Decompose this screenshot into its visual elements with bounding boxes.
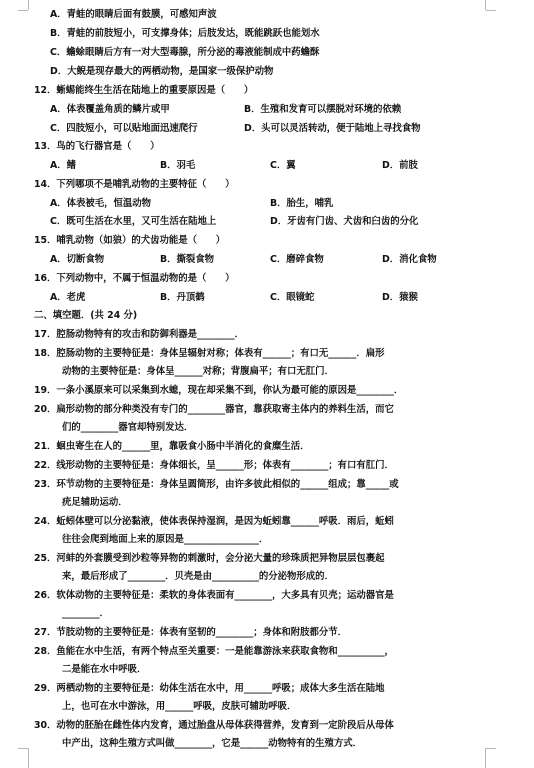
q20-line-2: 们的________器官却特别发达． — [62, 422, 194, 433]
q12-stem: 12．蜥蜴能终生生活在陆地上的重要原因是（ ） — [34, 85, 254, 96]
q18-line-1: 18．腔肠动物的主要特征是：身体呈辐射对称；体表有______；有口无______．扁形 — [34, 348, 385, 359]
q30-line-1: 30．动物的胚胎在雌性体内发育，通过胎盘从母体获得营养，发育到一定阶段后从母体 — [34, 720, 394, 731]
q15-option-d: D．消化食物 — [382, 254, 437, 265]
q13-option-d: D．前肢 — [382, 160, 418, 171]
q24-line-2: 往往会爬到地面上来的原因是________________． — [62, 534, 269, 545]
q11-option-c: C．蟾蜍眼睛后方有一对大型毒腺，所分泌的毒液能制成中药蟾酥 — [50, 47, 320, 58]
q16-option-a: A．老虎 — [50, 292, 86, 303]
q15-stem: 15．哺乳动物（如狼）的犬齿功能是（ ） — [34, 235, 226, 246]
q12-option-c: C．四肢短小，可以贴地面迅速爬行 — [50, 123, 198, 134]
crop-mark-bottom-right-h — [486, 748, 496, 749]
q21-line-1: 21．蛔虫寄生在人的______里，靠吸食小肠中半消化的食糜生活． — [34, 441, 310, 452]
q14-option-b: B．胎生，哺乳 — [270, 198, 334, 209]
q16-option-b: B．丹顶鹤 — [160, 292, 205, 303]
q11-option-a: A．青蛙的眼睛后面有鼓膜，可感知声波 — [50, 9, 217, 20]
q11-option-d: D．大鲵是现存最大的两栖动物，是国家一级保护动物 — [50, 66, 274, 77]
q16-option-d: D．猿猴 — [382, 292, 418, 303]
q14-stem: 14．下列哪项不是哺乳动物的主要特征（ ） — [34, 179, 235, 190]
q14-option-a: A．体表被毛，恒温动物 — [50, 198, 152, 209]
q13-stem: 13．鸟的飞行器官是（ ） — [34, 141, 160, 152]
q29-line-1: 29．两栖动物的主要特征是：幼体生活在水中，用______呼吸；成体大多生活在陆地 — [34, 683, 385, 694]
crop-mark-top-right-v — [485, 0, 486, 10]
q26-line-1: 26．软体动物的主要特征是：柔软的身体表面有________，大多具有贝壳；运动器官是 — [34, 590, 394, 601]
crop-mark-top-left-v — [28, 0, 29, 10]
q25-line-1: 25．河蚌的外套膜受到沙粒等异物的刺激时，会分泌大量的珍珠质把异物层层包裹起 — [34, 553, 385, 564]
crop-mark-bottom-right-v — [485, 748, 486, 768]
crop-mark-top-right-h — [486, 10, 496, 11]
q12-option-a: A．体表覆盖角质的鳞片或甲 — [50, 104, 170, 115]
q12-option-b: B．生殖和发育可以摆脱对环境的依赖 — [244, 104, 402, 115]
crop-mark-bottom-left-v — [28, 748, 29, 768]
q13-option-a: A．鳍 — [50, 160, 77, 171]
q29-line-2: 上，也可在水中游泳，用______呼吸，皮肤可辅助呼吸． — [62, 701, 297, 712]
q22-line-1: 22．线形动物的主要特征是：身体细长，呈______形；体表有________；有口有肛门． — [34, 460, 394, 471]
q15-option-a: A．切断食物 — [50, 254, 105, 265]
q26-line-2: ________． — [62, 608, 109, 619]
q13-option-b: B．羽毛 — [160, 160, 196, 171]
q16-stem: 16．下列动物中，不属于恒温动物的是（ ） — [34, 273, 235, 284]
q30-line-2: 中产出，这种生殖方式叫做________，它是______动物特有的生殖方式． — [62, 738, 363, 749]
q15-option-b: B．撕裂食物 — [160, 254, 215, 265]
q18-line-2: 动物的主要特征是：身体呈______对称；背腹扁平；有口无肛门． — [62, 366, 334, 377]
q28-line-1: 28．鱼能在水中生活，有两个特点至关重要：一是能靠游泳来获取食物和__________， — [34, 646, 394, 657]
crop-mark-top-left-h — [18, 10, 28, 11]
q12-option-d: D．头可以灵活转动，便于陆地上寻找食物 — [244, 123, 421, 134]
q23-line-1: 23．环节动物的主要特征是：身体呈圆筒形，由许多彼此相似的______组成；靠_____或 — [34, 479, 399, 490]
q14-option-c: C．既可生活在水里，又可生活在陆地上 — [50, 216, 217, 227]
q23-line-2: 疣足辅助运动． — [62, 497, 128, 508]
q16-option-c: C．眼镜蛇 — [270, 292, 315, 303]
q28-line-2: 二是能在水中呼吸． — [62, 664, 147, 675]
section-2-heading: 二、填空题．(共 24 分) — [34, 310, 138, 321]
q27-line-1: 27．节肢动物的主要特征是：体表有坚韧的________；身体和附肢都分节． — [34, 627, 348, 638]
crop-mark-bottom-left-h — [18, 748, 28, 749]
q15-option-c: C．磨碎食物 — [270, 254, 324, 265]
q24-line-1: 24．蚯蚓体壁可以分泌黏液，使体表保持湿润，是因为蚯蚓靠______呼吸．雨后，蚯蚓 — [34, 516, 394, 527]
q13-option-c: C．翼 — [270, 160, 296, 171]
q25-line-2: 来，最后形成了________．贝壳是由__________的分泌物形成的． — [62, 571, 334, 582]
q19-line-1: 19．一条小溪原来可以采集到水螅，现在却采集不到，你认为最可能的原因是________． — [34, 385, 404, 396]
q14-option-d: D．牙齿有门齿、犬齿和臼齿的分化 — [270, 216, 419, 227]
q17-line-1: 17．腔肠动物特有的攻击和防御利器是________． — [34, 329, 244, 340]
q20-line-1: 20．扁形动物的部分种类没有专门的________器官，靠获取寄主体内的养料生活，而它 — [34, 404, 394, 415]
q11-option-b: B．青蛙的前肢短小，可支撑身体；后肢发达，既能跳跃也能划水 — [50, 28, 320, 39]
